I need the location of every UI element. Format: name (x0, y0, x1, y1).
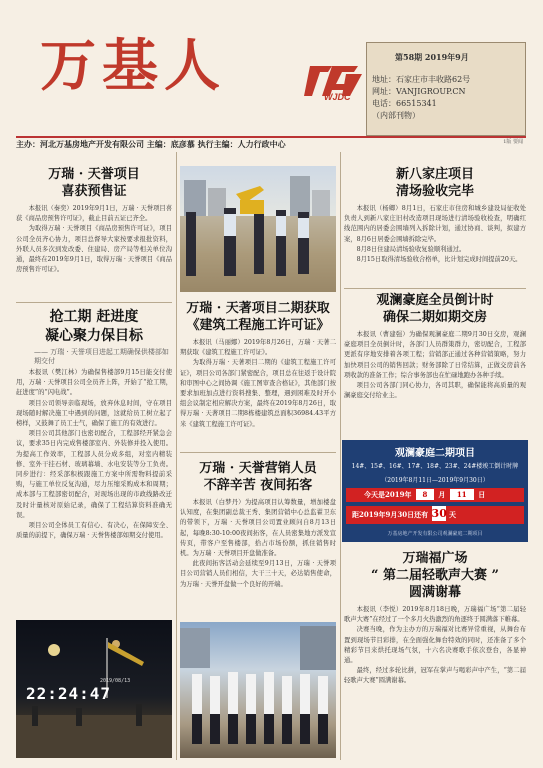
article-marketing (180, 460, 336, 590)
article-singing-title2: “ 第二届轻歌声大赛 ” (370, 568, 499, 583)
banner-footer: 万基房地产开发有限公司观澜豪庭二期项目 (387, 531, 483, 537)
article-permit (180, 300, 336, 430)
banner-title: 观澜豪庭二期项目 (395, 448, 475, 459)
article-schedule-p4: 项目公司全体员工有信心、有决心，在保障安全、质量的前提下，确保万瑞 · 天誉售楼部如期交付使用。 (16, 522, 172, 540)
article-clearance-title1: 新八家庄项目 (395, 167, 474, 182)
column-separator-left (176, 152, 177, 760)
article-singing-p2: 决赛当晚，作为主办方的万瑞福对比赛异常重视，从舞台布置到现场节目彩排，在全面强化舞台特效的同时，还准备了多个精彩节目来烘托现场气氛，十六名决赛歌手依次登台，各显神通。 (344, 626, 526, 665)
article-schedule-title1: 抢工期 赶进度 (49, 309, 139, 325)
article-clearance-title2: 清场验收完毕 (395, 184, 474, 199)
article-clearance-p1: 本报讯（杨卿）8月1日，石家庄市住房和城乡建设局征收处负责人到新八家庄旧村改造项目现场进行清场验收检查，明确红线范围内的居委会围墙列入拆除计划，通过协商、谈判，拟建方案，8月6日居委会围墙拆除完毕。 (344, 205, 526, 243)
masthead-phone: 电话：66515341 (372, 99, 437, 108)
divider (180, 452, 336, 453)
photo-timestamp: 22:24:47 (26, 684, 112, 703)
column-separator-right (340, 152, 341, 760)
masthead-internal: （内部刊物） (372, 111, 420, 120)
article-schedule-p2: 项目公司领导亲临现场，放弃休息时间，守在项目现场随时解决施工中遇到的问题，这就给员工树立起了榜样，又鼓舞了员工士气，确保了施工的有效进行。 (16, 399, 172, 428)
masthead-contact (372, 74, 522, 122)
article-delivery-p2: 项目公司各部门同心协力，各司其职，确保能将高质量的观澜豪庭交付给业主。 (344, 382, 526, 400)
article-delivery-title1: 观澜豪庭全员倒计时 (376, 293, 494, 308)
article-schedule-p3: 项目公司其他部门也密切配合，工程部经开紧急会议，要求35日内完成售楼部室内、外装修并投入使用。为提高工作效率，工程部人员分成多组，对室内精装修、室外干挂石材、玻璃幕墙、水电安装等分工负责。同步进行：经采部积极跟施工方案中所需物料提前采购，与施工单位反复沟通，尽力压缩采购成本和周期；成本部与工程部密切配合，对现场出现的市政线路改迁及时计量核对原始记录，确保了工程结算资料准确无误。 (16, 430, 172, 519)
divider (16, 302, 172, 303)
night-construction-photo (16, 620, 172, 758)
sales-team-photo (180, 622, 336, 758)
article-presale-title2: 喜获预售证 (61, 184, 127, 199)
article-marketing-p2: 此夜间拓客活动会延续至9月13日，万瑞 · 天誉项目公司营销人员们相信，大干三十天，必达销售使命，为万瑞 · 天誉开盘做一个良好的开端。 (180, 560, 336, 588)
banner-today-label: 今天是2019年 (364, 490, 412, 499)
article-schedule (16, 308, 172, 541)
article-schedule-title2: 凝心聚力保目标 (45, 328, 143, 344)
divider (344, 288, 526, 289)
article-singing-title3: 圆满谢幕 (408, 585, 461, 600)
article-clearance-p3: 8月15日取得清场验收合格单，比计划完成时间提前20天。 (356, 256, 522, 264)
page-label: 1版 要闻 (503, 139, 523, 145)
masthead-title: 万基人 (40, 33, 226, 99)
masthead-website: 网址：VANJIGROUP.CN (372, 87, 466, 96)
editor-bar: 主办：河北万基房地产开发有限公司 主编：底彦慕 执行主编：人力行政中心 (16, 136, 526, 151)
company-logo (302, 62, 368, 104)
banner-day: 11 (450, 489, 474, 500)
banner-remaining-row (346, 506, 524, 524)
article-clearance-p2: 8月8日住建局清场验收复验顺利通过。 (356, 245, 466, 253)
article-permit-p2: 为取得万瑞 · 天著项目二期的《建筑工程施工许可证》，项目公司各部门紧密配合，项目总在往返于设计院和审图中心之间协调《施工图审查合格证》，其他部门按要求加班加点进行资料搜集、整理，遇到困难及时开小组会议制定相应解决方案，最终在2019年8月26日，取得万瑞 · 天著项目二期8栋楼建筑总面积36984.43平方米《建筑工程施工许可证》。 (180, 359, 336, 428)
article-permit-p1: 本报讯（马丽娜）2019年8月26日，万瑞 · 天著二期获取《建筑工程施工许可证》。 (180, 339, 336, 357)
banner-remaining: 30 (431, 507, 447, 520)
article-schedule-p1: 本报讯（樊江林）为确保售楼部9月15日能交付使用，万瑞 · 天誉项目公司全员齐上阵，开始了“抢工期，赶进度”的“闪电战”。 (16, 369, 172, 397)
banner-month-unit: 月 (438, 490, 446, 499)
banner-day-unit: 日 (478, 490, 486, 499)
banner-dates: （2019年8月11日—2019年9月30日） (381, 477, 489, 484)
banner-remaining-label: 距2019年9月30日还有 (352, 510, 429, 519)
article-permit-title1: 万瑞 · 天著项目二期获取 (186, 301, 330, 316)
article-presale-p2: 为取得万瑞 · 天誉项目《商品房预售许可证》，项目公司全员齐心协力，项目总督导大家按要求报批资料，外联人员多次到发改委、住建局、房产局等相关单位沟通，最终在2019年9月1日，取得万瑞 · 天誉项目《商品房预售许可证》。 (16, 225, 172, 274)
article-singing (344, 550, 526, 687)
logo-text: WJDC (324, 92, 351, 102)
article-presale (16, 166, 172, 275)
banner-today-row (346, 488, 524, 502)
article-singing-p1: 本报讯（李悦）2019年8月18日晚，万瑞福广场“第二届轻歌声大赛”在经过了一个多月火热激烈的角逐终于圆满落下帷幕。 (344, 606, 526, 624)
article-presale-title1: 万瑞 · 天誉项目 (48, 167, 140, 182)
article-marketing-title2: 不辞辛苦 夜间拓客 (203, 478, 313, 493)
article-schedule-subtitle: —— 万瑞 · 天誉项目进起工期确保供楼部如期交付 (34, 348, 169, 365)
article-clearance (344, 166, 526, 265)
photo-date-stamp: 2019/08/13 (100, 678, 131, 684)
article-marketing-p1: 本报讯（白梦丹）为提高项目认筹数量，增加楼盘认知度，在集团副总裁王秀、集团营销中心总监翟卫东的带领下，万瑞 · 天誉项目公司置业顾问自8月13日起，每晚8:30-10:00夜间拓客，在人员密集地方派发宣传页，带客户至售楼部，拾占市场份额，抓住销售时机。为万瑞 · 天誉项目开盘做准备。 (180, 499, 336, 558)
masthead-address: 地址：石家庄市丰收路62号 (372, 75, 471, 84)
banner-buildings: 14#、15#、16#、17#、18#、23#、24#楼竣工倒计时牌 (351, 463, 519, 470)
article-singing-p3: 最终，经过多轮比拼，冠军在掌声与喝彩声中产生，“第二届轻歌声大赛”圆满谢幕。 (344, 667, 526, 685)
banner-subtitle (346, 460, 524, 488)
site-inspection-photo (180, 166, 336, 292)
issue-number: 第58期 2019年9月 (395, 52, 469, 62)
article-singing-title1: 万瑞福广场 (402, 551, 468, 566)
article-delivery-p1: 本报讯（曹建强）为确保观澜豪庭二期9月30日交房，观澜豪庭项目全员倒计时，各部门人员群策群力，密切配合，工程部更派有序地安排着各项工程；营销部正通过各种营销策略，努力加快项目公司的销售回款；财务部除了日常结算，正做交房前各项收款的准备工作；综合事务部也在忙碌地跑办各种手续。 (344, 331, 526, 379)
article-permit-title2: 《建筑工程施工许可证》 (186, 318, 330, 333)
article-presale-p1: 本报讯（秦奕）2019年9月1日，万瑞 · 天誉项目喜获《商品房预售许可证》，截止目前五证已齐全。 (16, 205, 172, 223)
article-marketing-title1: 万瑞 · 天誉营销人员 (199, 461, 317, 476)
article-delivery-title2: 确保二期如期交房 (382, 310, 487, 325)
banner-month: 8 (416, 489, 434, 500)
banner-remaining-unit: 天 (448, 510, 456, 519)
countdown-banner (342, 440, 528, 542)
article-delivery (344, 292, 526, 401)
